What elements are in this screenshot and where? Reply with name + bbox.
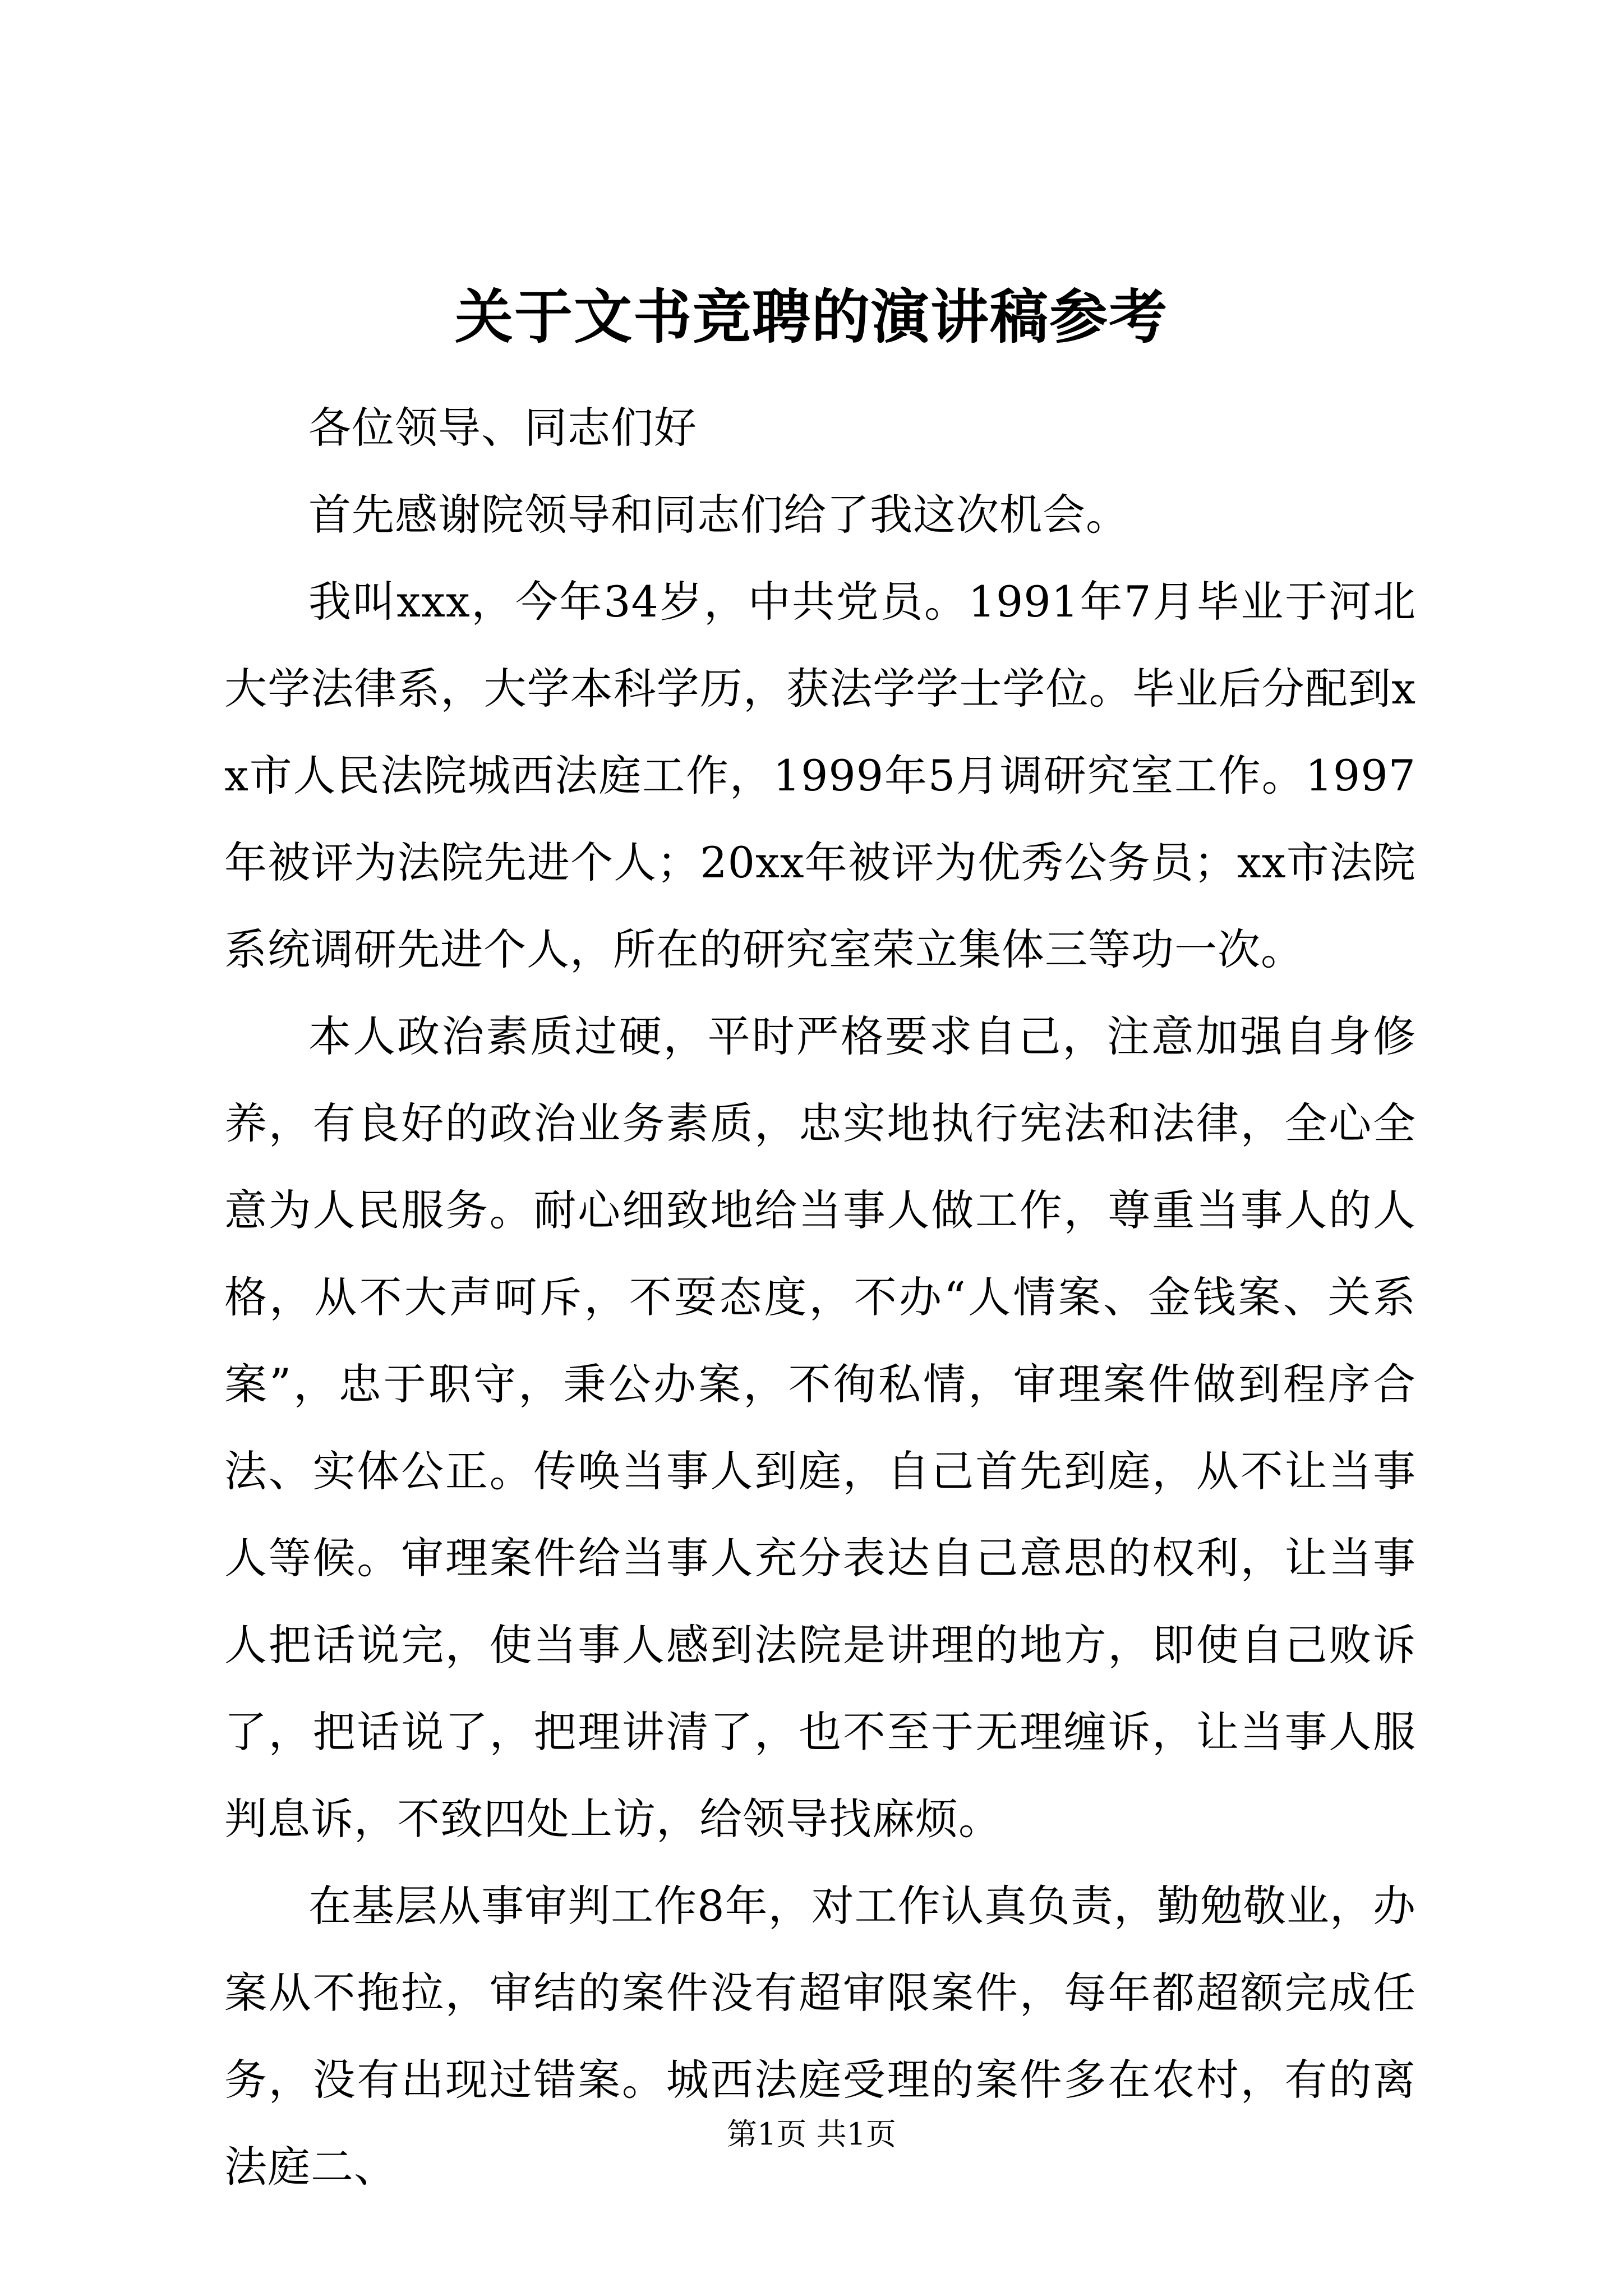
paragraph-political-quality: 本人政治素质过硬，平时严格要求自己，注意加强自身修养，有良好的政治业务素质，忠实地执行宪法和法律，全心全意为人民服务。耐心细致地给当事人做工作，尊重当事人的人格，从不大声呵斥，不耍态度，不办“人情案、金钱案、关系案”，忠于职守，秉公办案，不徇私情，审理案件做到程序合法、实体公正。传唤当事人到庭，自己首先到庭，从不让当事人等候。审理案件给当事人充分表达自己意思的权利，让当事人把话说完，使当事人感到法院是讲理的地方，即使自己败诉了，把话说了，把理讲清了，也不至于无理缠诉，让当事人服判息诉，不致四处上访，给领导找麻烦。 [224,1011,1416,1844]
page-footer: 第1页 共1页 [727,2116,896,2152]
document-body [224,384,1416,2210]
paragraph-introduction: 我叫xxx，今年34岁，中共党员。1991年7月毕业于河北大学法律系，大学本科学历，获法学学士学位。毕业后分配到xx市人民法院城西法庭工作，1999年5月调研究室工作。1997年被评为法院先进个人；20xx年被评为优秀公务员；xx市法院系统调研先进个人，所在的研究室荣立集体三等功一次。 [224,577,1416,974]
paragraph-trial-work: 在基层从事审判工作8年，对工作认真负责，勤勉敬业，办案从不拖拉，审结的案件没有超审限案件，每年都超额完成任务，没有出现过错案。城西法庭受理的案件多在农村，有的离法庭二、 [224,1881,1416,2192]
paragraph-thanks: 首先感谢院领导和同志们给了我这次机会。 [308,490,1129,540]
paragraph-greeting: 各位领导、同志们好 [308,403,697,453]
document-title: 关于文书竞聘的演讲稿参考 [454,282,1168,351]
